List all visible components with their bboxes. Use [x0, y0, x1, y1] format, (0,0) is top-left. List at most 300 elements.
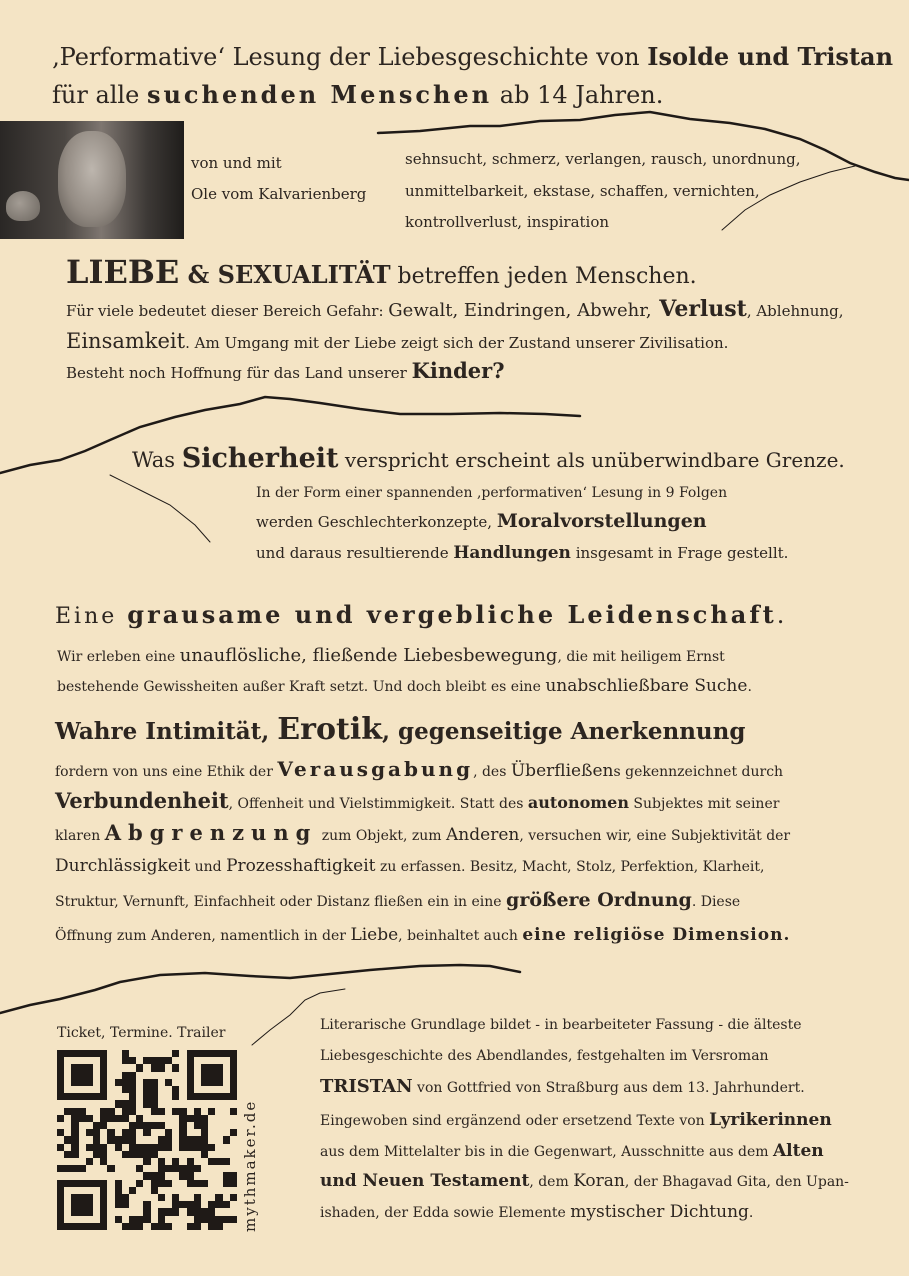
qr-module: [143, 1165, 150, 1172]
literature-line-4: Eingewoben sind ergänzend oder ersetzend Texte von Lyrikerinnen: [320, 1110, 832, 1130]
qr-module: [64, 1158, 71, 1165]
love-paragraph-line-3: Besteht noch Hoffnung für das Land unserer Kinder?: [66, 358, 505, 383]
qr-module: [215, 1165, 222, 1172]
qr-module: [179, 1122, 186, 1129]
qr-module: [86, 1115, 93, 1122]
qr-module: [208, 1158, 215, 1165]
qr-module: [194, 1216, 201, 1223]
qr-module: [79, 1086, 86, 1093]
qr-module: [230, 1165, 237, 1172]
qr-module: [158, 1158, 165, 1165]
qr-module: [187, 1108, 194, 1115]
qr-module: [223, 1064, 230, 1071]
qr-module: [64, 1223, 71, 1230]
qr-module: [158, 1180, 165, 1187]
qr-module: [151, 1050, 158, 1057]
qr-module: [215, 1180, 222, 1187]
qr-module: [158, 1093, 165, 1100]
qr-module: [86, 1180, 93, 1187]
qr-module: [187, 1223, 194, 1230]
qr-module: [107, 1064, 114, 1071]
qr-module: [107, 1079, 114, 1086]
qr-module: [223, 1093, 230, 1100]
qr-module: [86, 1144, 93, 1151]
qr-module: [230, 1100, 237, 1107]
qr-module: [230, 1129, 237, 1136]
qr-module: [57, 1216, 64, 1223]
qr-module: [179, 1165, 186, 1172]
qr-module: [100, 1079, 107, 1086]
qr-module: [165, 1194, 172, 1201]
qr-module: [107, 1158, 114, 1165]
qr-module: [230, 1079, 237, 1086]
qr-module: [158, 1223, 165, 1230]
qr-module: [179, 1144, 186, 1151]
qr-module: [122, 1129, 129, 1136]
qr-module: [100, 1172, 107, 1179]
qr-module: [64, 1129, 71, 1136]
qr-module: [143, 1180, 150, 1187]
header-line-2: [52, 80, 663, 109]
qr-module: [86, 1136, 93, 1143]
qr-module: [208, 1136, 215, 1143]
qr-module: [122, 1100, 129, 1107]
qr-module: [79, 1122, 86, 1129]
qr-module: [71, 1057, 78, 1064]
qr-module: [93, 1108, 100, 1115]
qr-module: [93, 1057, 100, 1064]
qr-module: [151, 1057, 158, 1064]
qr-module: [122, 1194, 129, 1201]
qr-module: [201, 1079, 208, 1086]
qr-module: [201, 1064, 208, 1071]
qr-module: [115, 1144, 122, 1151]
qr-module: [115, 1187, 122, 1194]
love-heading-liebe: LIEBE: [66, 253, 180, 291]
qr-module: [208, 1165, 215, 1172]
qr-module: [79, 1201, 86, 1208]
qr-module: [79, 1144, 86, 1151]
qr-module: [93, 1122, 100, 1129]
qr-module: [64, 1079, 71, 1086]
qr-module: [151, 1129, 158, 1136]
qr-module: [187, 1064, 194, 1071]
qr-module: [136, 1136, 143, 1143]
qr-module: [122, 1057, 129, 1064]
qr-module: [223, 1187, 230, 1194]
qr-module: [100, 1108, 107, 1115]
qr-module: [57, 1158, 64, 1165]
passion-bewegung: unauflösliche, fließende Liebesbewegung: [179, 645, 558, 666]
qr-module: [107, 1050, 114, 1057]
qr-module: [136, 1144, 143, 1151]
qr-module: [230, 1115, 237, 1122]
intimacy-line-3: klaren Abgrenzung zum Objekt, zum Anderen, versuchen wir, eine Subjektivität der: [55, 820, 791, 845]
qr-module: [64, 1072, 71, 1079]
qr-module: [165, 1187, 172, 1194]
qr-module: [230, 1057, 237, 1064]
intimacy-abgrenzung: Abgrenzung: [104, 820, 318, 845]
qr-module: [57, 1151, 64, 1158]
qr-module: [136, 1079, 143, 1086]
qr-module: [86, 1064, 93, 1071]
qr-module: [129, 1144, 136, 1151]
qr-module: [143, 1050, 150, 1057]
qr-module: [122, 1187, 129, 1194]
qr-module: [158, 1187, 165, 1194]
keywords-line-2: unmittelbarkeit, ekstase, schaffen, vernichten,: [405, 182, 760, 200]
qr-module: [165, 1122, 172, 1129]
qr-module: [187, 1208, 194, 1215]
intimacy-ordnung: größere Ordnung: [506, 889, 692, 911]
qr-module: [71, 1194, 78, 1201]
qr-module: [223, 1144, 230, 1151]
qr-module: [71, 1144, 78, 1151]
qr-module: [107, 1122, 114, 1129]
qr-module: [100, 1072, 107, 1079]
qr-module: [100, 1144, 107, 1151]
qr-module: [71, 1050, 78, 1057]
qr-module: [179, 1129, 186, 1136]
love-paragraph-line-1: Für viele bedeutet dieser Bereich Gefahr: Gewalt, Eindringen, Abwehr, Verlust, Ablehnung,: [66, 296, 844, 322]
qr-module: [107, 1223, 114, 1230]
qr-module: [136, 1108, 143, 1115]
qr-module: [64, 1057, 71, 1064]
qr-module: [93, 1064, 100, 1071]
qr-module: [215, 1064, 222, 1071]
qr-module: [86, 1172, 93, 1179]
qr-module: [143, 1079, 150, 1086]
qr-module: [129, 1086, 136, 1093]
qr-module: [223, 1158, 230, 1165]
intimacy-line-5: Struktur, Vernunft, Einfachheit oder Distanz fließen ein in eine größere Ordnung. Diese: [55, 889, 741, 911]
qr-module: [230, 1223, 237, 1230]
qr-module: [143, 1172, 150, 1179]
qr-module: [93, 1129, 100, 1136]
qr-module: [79, 1136, 86, 1143]
qr-module: [129, 1064, 136, 1071]
qr-module: [115, 1136, 122, 1143]
qr-module: [115, 1064, 122, 1071]
qr-module: [158, 1079, 165, 1086]
passion-line-2: bestehende Gewissheiten außer Kraft setzt. Und doch bleibt es eine unabschließbare Suche.: [57, 676, 752, 696]
intimacy-liebe: Liebe: [350, 925, 399, 945]
qr-module: [158, 1072, 165, 1079]
qr-module: [143, 1100, 150, 1107]
qr-module: [230, 1201, 237, 1208]
qr-module: [230, 1180, 237, 1187]
qr-module: [230, 1158, 237, 1165]
qr-module: [194, 1064, 201, 1071]
qr-module: [79, 1187, 86, 1194]
qr-module: [129, 1223, 136, 1230]
qr-module: [187, 1201, 194, 1208]
qr-module: [194, 1093, 201, 1100]
qr-module: [136, 1187, 143, 1194]
qr-module: [165, 1180, 172, 1187]
qr-module: [64, 1216, 71, 1223]
qr-module: [194, 1108, 201, 1115]
qr-module: [158, 1100, 165, 1107]
qr-module: [122, 1093, 129, 1100]
qr-module: [86, 1108, 93, 1115]
qr-module: [122, 1064, 129, 1071]
qr-module: [100, 1194, 107, 1201]
qr-module: [79, 1057, 86, 1064]
qr-module: [151, 1086, 158, 1093]
qr-module: [151, 1165, 158, 1172]
qr-module: [136, 1216, 143, 1223]
qr-module: [136, 1172, 143, 1179]
qr-module: [79, 1108, 86, 1115]
qr-module: [79, 1093, 86, 1100]
qr-module: [194, 1079, 201, 1086]
qr-module: [57, 1093, 64, 1100]
keywords-line-3: kontrollverlust, inspiration: [405, 213, 610, 231]
qr-module: [79, 1072, 86, 1079]
qr-module: [223, 1057, 230, 1064]
qr-module: [158, 1201, 165, 1208]
qr-module: [151, 1208, 158, 1215]
qr-module: [201, 1151, 208, 1158]
qr-module: [158, 1108, 165, 1115]
qr-module: [208, 1057, 215, 1064]
qr-module: [129, 1136, 136, 1143]
qr-module: [143, 1136, 150, 1143]
qr-module: [179, 1208, 186, 1215]
qr-module: [122, 1158, 129, 1165]
security-line-1: In der Form einer spannenden ‚performativen‘ Lesung in 9 Folgen: [256, 485, 728, 501]
qr-module: [194, 1115, 201, 1122]
qr-module: [71, 1216, 78, 1223]
qr-module: [93, 1165, 100, 1172]
author-photo: [0, 121, 184, 239]
qr-module: [100, 1187, 107, 1194]
qr-module: [64, 1093, 71, 1100]
qr-module: [208, 1201, 215, 1208]
qr-module: [129, 1216, 136, 1223]
qr-module: [158, 1129, 165, 1136]
qr-module: [215, 1223, 222, 1230]
qr-code[interactable]: [57, 1050, 237, 1230]
qr-module: [57, 1194, 64, 1201]
qr-module: [129, 1208, 136, 1215]
qr-module: [172, 1208, 179, 1215]
qr-module: [165, 1165, 172, 1172]
qr-module: [223, 1086, 230, 1093]
qr-module: [100, 1122, 107, 1129]
qr-module: [194, 1194, 201, 1201]
qr-module: [194, 1086, 201, 1093]
qr-module: [158, 1115, 165, 1122]
qr-module: [100, 1086, 107, 1093]
qr-module: [223, 1079, 230, 1086]
qr-module: [129, 1100, 136, 1107]
qr-module: [165, 1079, 172, 1086]
qr-module: [129, 1151, 136, 1158]
qr-module: [223, 1129, 230, 1136]
qr-module: [165, 1050, 172, 1057]
qr-module: [201, 1100, 208, 1107]
qr-module: [194, 1129, 201, 1136]
qr-module: [129, 1115, 136, 1122]
security-handlungen: Handlungen: [453, 543, 571, 563]
qr-module: [179, 1136, 186, 1143]
qr-module: [136, 1151, 143, 1158]
qr-module: [215, 1129, 222, 1136]
header-intro-text: ‚Performative‘ Lesung der Liebesgeschichte von: [52, 43, 648, 71]
qr-module: [100, 1064, 107, 1071]
qr-module: [115, 1151, 122, 1158]
qr-module: [172, 1187, 179, 1194]
qr-module: [115, 1057, 122, 1064]
qr-module: [194, 1208, 201, 1215]
qr-module: [143, 1093, 150, 1100]
qr-module: [64, 1050, 71, 1057]
qr-module: [79, 1172, 86, 1179]
qr-module: [79, 1223, 86, 1230]
qr-module: [136, 1122, 143, 1129]
qr-module: [122, 1201, 129, 1208]
qr-module: [151, 1136, 158, 1143]
qr-module: [115, 1180, 122, 1187]
qr-module: [201, 1122, 208, 1129]
qr-module: [86, 1208, 93, 1215]
qr-module: [86, 1201, 93, 1208]
qr-module: [115, 1223, 122, 1230]
qr-module: [151, 1201, 158, 1208]
literature-alten: Alten: [772, 1141, 824, 1161]
qr-module: [172, 1050, 179, 1057]
qr-module: [143, 1151, 150, 1158]
qr-module: [122, 1151, 129, 1158]
qr-module: [223, 1180, 230, 1187]
love-einsamkeit: Einsamkeit: [66, 329, 186, 353]
qr-module: [107, 1108, 114, 1115]
qr-module: [79, 1216, 86, 1223]
qr-module: [79, 1208, 86, 1215]
qr-module: [201, 1093, 208, 1100]
qr-module: [115, 1122, 122, 1129]
qr-module: [100, 1201, 107, 1208]
qr-module: [79, 1129, 86, 1136]
literature-line-3: TRISTAN von Gottfried von Straßburg aus dem 13. Jahrhundert.: [320, 1076, 805, 1097]
qr-module: [86, 1079, 93, 1086]
header-age-text: ab 14 Jahren.: [492, 81, 664, 109]
qr-module: [208, 1194, 215, 1201]
qr-module: [100, 1158, 107, 1165]
qr-module: [136, 1086, 143, 1093]
qr-module: [79, 1165, 86, 1172]
qr-module: [215, 1172, 222, 1179]
qr-module: [93, 1086, 100, 1093]
qr-module: [215, 1144, 222, 1151]
qr-module: [201, 1194, 208, 1201]
qr-module: [100, 1165, 107, 1172]
qr-module: [79, 1050, 86, 1057]
security-heading: Was Sicherheit verspricht erscheint als unüberwindbare Grenze.: [132, 443, 845, 474]
qr-module: [230, 1194, 237, 1201]
qr-module: [172, 1072, 179, 1079]
qr-module: [230, 1136, 237, 1143]
qr-module: [215, 1194, 222, 1201]
qr-module: [230, 1187, 237, 1194]
qr-module: [151, 1079, 158, 1086]
author-face: [58, 131, 126, 227]
qr-module: [151, 1223, 158, 1230]
qr-module: [201, 1172, 208, 1179]
qr-module: [187, 1072, 194, 1079]
qr-module: [93, 1172, 100, 1179]
qr-module: [158, 1144, 165, 1151]
qr-module: [215, 1208, 222, 1215]
qr-module: [208, 1144, 215, 1151]
qr-module: [187, 1115, 194, 1122]
qr-module: [208, 1172, 215, 1179]
qr-module: [86, 1072, 93, 1079]
qr-module: [79, 1100, 86, 1107]
qr-module: [64, 1115, 71, 1122]
qr-module: [215, 1122, 222, 1129]
qr-module: [136, 1208, 143, 1215]
qr-module: [122, 1050, 129, 1057]
qr-module: [215, 1216, 222, 1223]
qr-module: [151, 1172, 158, 1179]
qr-module: [136, 1115, 143, 1122]
qr-module: [223, 1223, 230, 1230]
qr-module: [71, 1129, 78, 1136]
qr-module: [172, 1093, 179, 1100]
qr-module: [100, 1223, 107, 1230]
qr-module: [158, 1122, 165, 1129]
qr-module: [57, 1086, 64, 1093]
qr-module: [115, 1165, 122, 1172]
qr-module: [223, 1151, 230, 1158]
qr-module: [136, 1158, 143, 1165]
qr-module: [57, 1172, 64, 1179]
qr-module: [172, 1180, 179, 1187]
qr-module: [215, 1115, 222, 1122]
qr-module: [201, 1050, 208, 1057]
qr-module: [172, 1064, 179, 1071]
literature-tristan: TRISTAN: [320, 1076, 413, 1097]
qr-module: [223, 1115, 230, 1122]
qr-module: [57, 1050, 64, 1057]
qr-module: [129, 1201, 136, 1208]
qr-module: [194, 1072, 201, 1079]
qr-module: [187, 1158, 194, 1165]
qr-module: [79, 1180, 86, 1187]
qr-module: [194, 1151, 201, 1158]
qr-module: [208, 1208, 215, 1215]
qr-module: [129, 1093, 136, 1100]
qr-module: [172, 1223, 179, 1230]
qr-module: [107, 1180, 114, 1187]
qr-module: [151, 1115, 158, 1122]
qr-module: [71, 1064, 78, 1071]
qr-module: [179, 1064, 186, 1071]
qr-module: [223, 1072, 230, 1079]
qr-module: [158, 1086, 165, 1093]
qr-module: [115, 1072, 122, 1079]
qr-module: [151, 1108, 158, 1115]
website-vertical[interactable]: mythmaker.de: [241, 1099, 259, 1232]
love-paragraph-line-2: Einsamkeit. Am Umgang mit der Liebe zeigt sich der Zustand unserer Zivilisation.: [66, 329, 729, 353]
qr-module: [86, 1165, 93, 1172]
qr-module: [215, 1079, 222, 1086]
qr-module: [187, 1136, 194, 1143]
qr-module: [201, 1158, 208, 1165]
